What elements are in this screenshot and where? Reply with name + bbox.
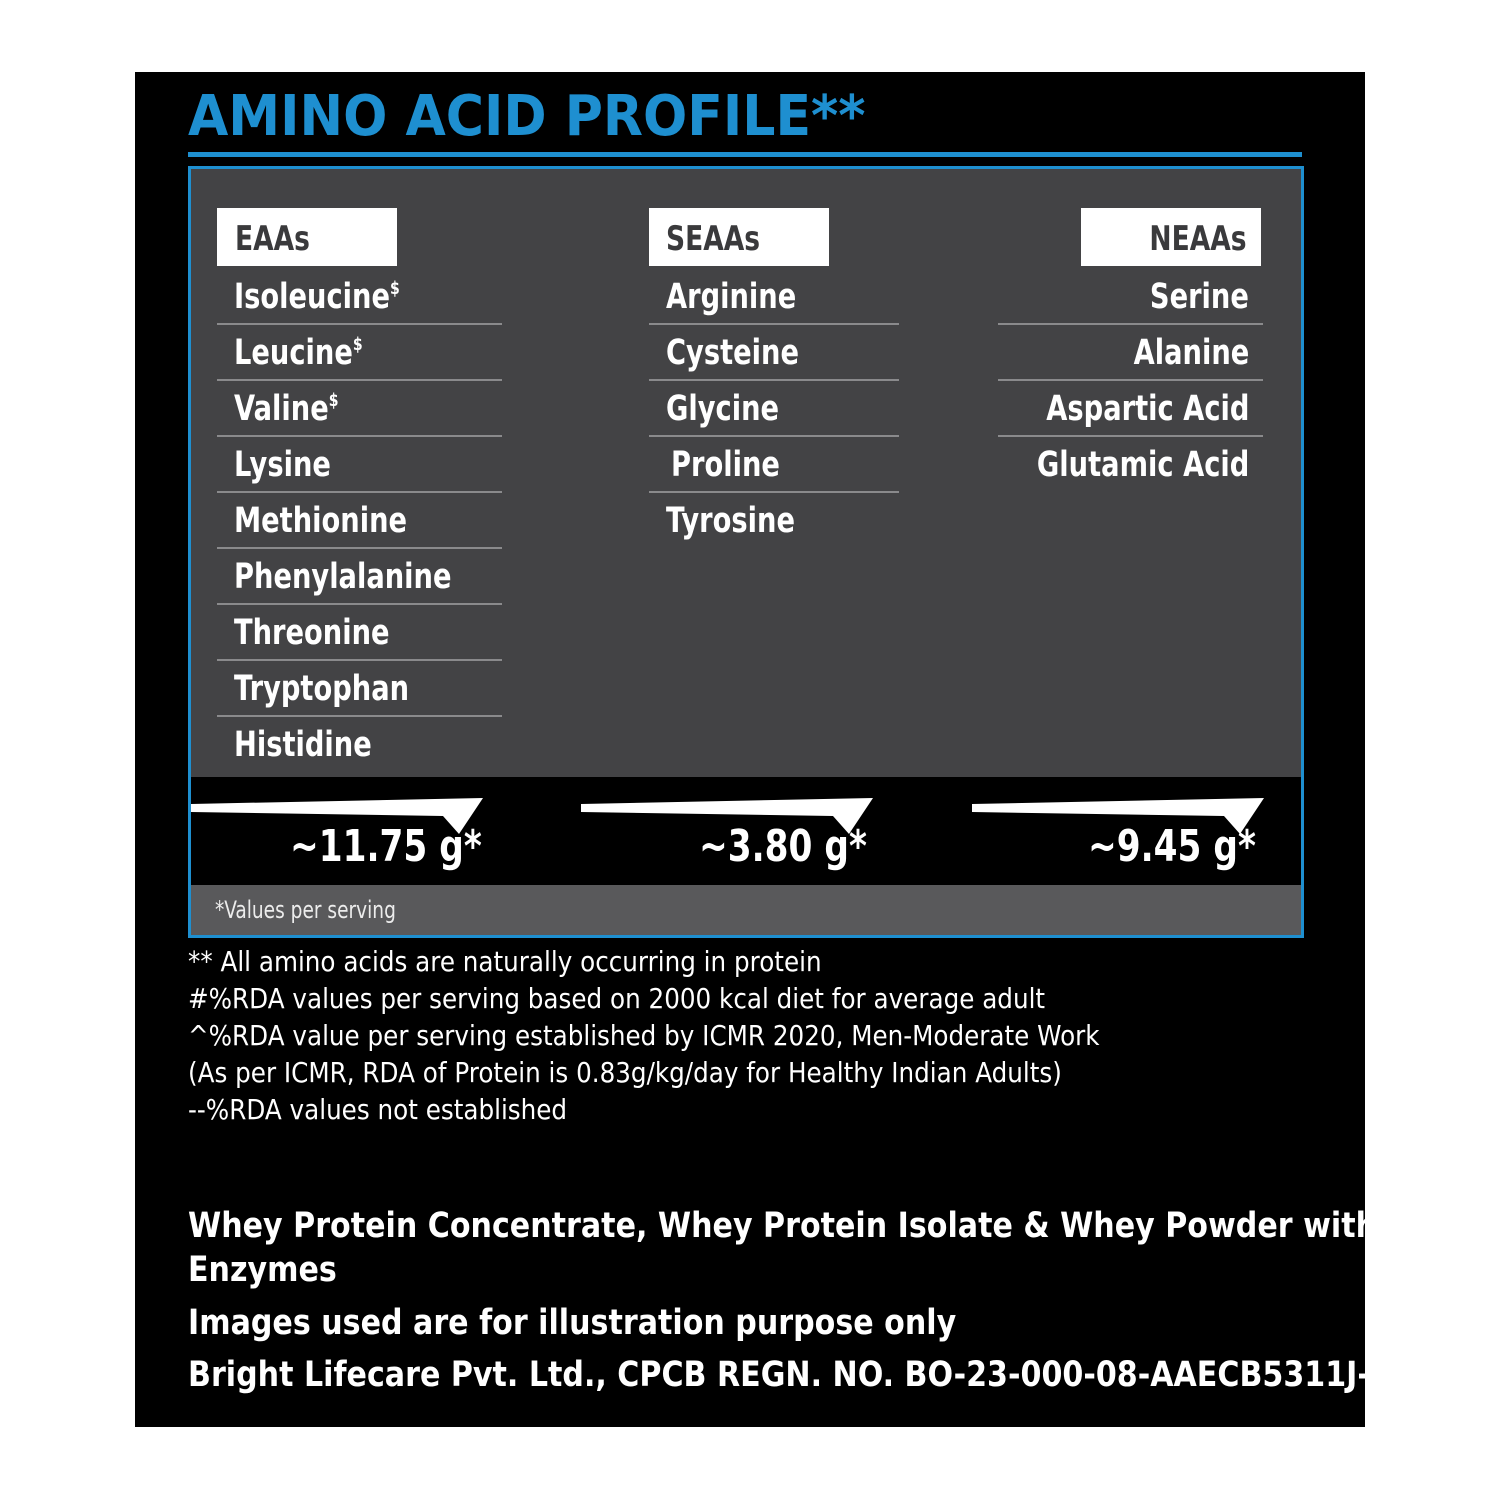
row-divider (217, 659, 502, 661)
amino-acid-name: Tyrosine (666, 501, 795, 541)
footnote: ^%RDA value per serving established by ICMR 2020, Men-Moderate Work (188, 1019, 1100, 1052)
amino-acid-name: Valine (234, 389, 329, 429)
seaas-amount: ~3.80 g* (699, 821, 867, 872)
amino-acid-name: Aspartic Acid (1045, 389, 1249, 429)
row-divider (217, 379, 502, 381)
footnote-mark: $ (328, 390, 339, 411)
amino-acid-name: Serine (1150, 277, 1249, 317)
row-divider (217, 323, 502, 325)
amino-acid-table (188, 166, 1304, 938)
company-registration: Bright Lifecare Pvt. Ltd., CPCB REGN. NO. BO-23-000-08-AAECB5311J-23 (188, 1355, 1412, 1395)
row-divider (649, 435, 899, 437)
disclaimer: Images used are for illustration purpose only (188, 1303, 957, 1343)
neaas-heading-tab (1081, 208, 1261, 266)
amino-acid-name: Lysine (234, 445, 331, 485)
footnote-mark: $ (389, 278, 400, 299)
amino-acid-name: Arginine (666, 277, 797, 317)
neaas-heading: NEAAs (1149, 219, 1247, 259)
title-underline (188, 152, 1302, 157)
list-item (998, 381, 1263, 437)
row-divider (649, 323, 899, 325)
row-divider (217, 435, 502, 437)
amino-acid-name: Histidine (234, 725, 372, 765)
serving-note-band (191, 885, 1301, 935)
eaas-heading: EAAs (235, 219, 310, 259)
list-item (998, 269, 1263, 325)
footnote: #%RDA values per serving based on 2000 kcal diet for average adult (188, 982, 1046, 1015)
seaas-heading: SEAAs (666, 219, 761, 259)
amino-acid-name: Tryptophan (234, 669, 410, 709)
row-divider (217, 603, 502, 605)
amino-acid-name: Phenylalanine (234, 557, 452, 597)
row-divider (217, 715, 502, 717)
row-divider (217, 547, 502, 549)
amino-acid-name: Glutamic Acid (1036, 445, 1249, 485)
amino-acid-name: Leucine (234, 333, 353, 373)
amino-acid-name: Proline (671, 445, 780, 485)
eaas-heading-tab (217, 208, 397, 266)
footnote: ** All amino acids are naturally occurring in protein (188, 945, 822, 978)
ingredients-line-2: Enzymes (188, 1250, 337, 1290)
amino-acid-name: Cysteine (666, 333, 799, 373)
page-title: AMINO ACID PROFILE** (188, 84, 866, 149)
eaas-amount: ~11.75 g* (290, 821, 482, 872)
row-divider (649, 491, 899, 493)
neaas-amount: ~9.45 g* (1088, 821, 1256, 872)
amino-acid-name: Glycine (666, 389, 780, 429)
footnote-mark: $ (352, 334, 363, 355)
amino-acid-name: Isoleucine (234, 277, 390, 317)
ingredients-line-1: Whey Protein Concentrate, Whey Protein Isolate & Whey Powder with (188, 1206, 1378, 1246)
footnote: --%RDA values not established (188, 1093, 568, 1126)
serving-note: *Values per serving (215, 896, 396, 924)
seaas-heading-tab (649, 208, 829, 266)
footnote: (As per ICMR, RDA of Protein is 0.83g/kg/day for Healthy Indian Adults) (188, 1056, 1062, 1089)
row-divider (217, 491, 502, 493)
list-item (998, 437, 1263, 493)
amino-acid-name: Methionine (234, 501, 408, 541)
amino-acid-name: Alanine (1133, 333, 1249, 373)
list-item (998, 325, 1263, 381)
amino-acid-name: Threonine (234, 613, 390, 653)
neaas-list (998, 269, 1263, 493)
row-divider (649, 379, 899, 381)
